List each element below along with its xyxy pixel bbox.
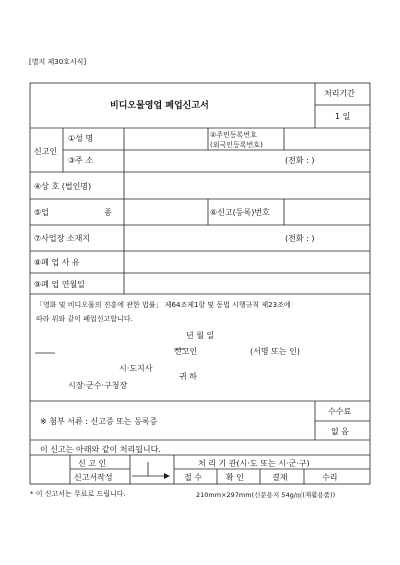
paper-spec: 210mm×297mm(신문용지 54g/㎡(재활용품))	[196, 491, 336, 499]
processing-period-value: 1 일	[335, 112, 351, 121]
business-location-field[interactable]	[125, 226, 275, 250]
closure-date-field[interactable]	[125, 274, 369, 293]
closure-reason-field[interactable]	[125, 252, 369, 272]
recipient-governor: 시·도지사	[119, 364, 153, 373]
sign-note: (서명 또는 인)	[250, 347, 300, 356]
process-form-label: 신고서작성	[74, 473, 113, 482]
closure-date-label: ⑨폐 업 연월일	[34, 280, 85, 289]
processing-period-label: 처리기간	[324, 89, 355, 98]
name-field[interactable]	[125, 129, 207, 149]
process-reporter-label: 신 고 인	[78, 459, 107, 468]
trade-name-field[interactable]	[125, 173, 369, 198]
process-note: 이 신고는 아래와 같이 처리됩니다.	[40, 445, 161, 454]
trade-name-label: ④상 호 (법인명)	[34, 182, 92, 191]
declaration-date: 년 월 일	[186, 331, 215, 340]
registration-number-field[interactable]	[285, 200, 369, 224]
address-field[interactable]	[125, 151, 275, 171]
fee-label: 수수료	[328, 407, 352, 416]
process-step-approve: 결재	[272, 473, 288, 482]
id-number-field[interactable]	[285, 129, 369, 149]
process-step-accept: 수리	[322, 473, 338, 482]
signer-label: 신고인	[174, 347, 198, 356]
business-type-label: ⑤업	[34, 208, 49, 217]
registration-number-label: ⑥신고(등록)번호	[210, 208, 270, 217]
declaration-line-2: 따라 위와 같이 폐업신고합니다.	[36, 315, 133, 323]
form-code: [별지 제30호서식]	[29, 58, 87, 66]
recipient-mayor: 시장·군수·구청장	[68, 381, 128, 390]
attachment-note: ※ 첨부 서류 : 신고증 또는 등록증	[40, 417, 158, 426]
name-label: ①성 명	[68, 134, 94, 143]
declaration-line-1: 「영화 및 비디오물의 진흥에 관한 법률」 제64조제1항 및 동법 시행규칙 제23조에	[36, 301, 291, 309]
business-type-label-char: 종	[104, 208, 112, 217]
fee-value: 없 음	[331, 427, 349, 436]
reporter-group-label: 신고인	[34, 147, 58, 156]
address-label: ③주 소	[68, 156, 94, 165]
business-type-field[interactable]	[125, 200, 207, 224]
address-phone: (전화 : )	[285, 156, 315, 165]
business-location-phone: (전화 : )	[285, 234, 315, 243]
form-title: 비디오물영업 폐업신고서	[110, 101, 209, 111]
foreign-id-label: (외국인등록번호)	[210, 141, 263, 149]
id-number-label: ②주민등록번호	[210, 131, 257, 139]
process-step-verify: 확 인	[226, 473, 244, 482]
footer-note: * 이 신고서는 무료로 드립니다.	[30, 490, 126, 498]
closure-reason-label: ⑧폐 업 사 유	[34, 258, 80, 267]
process-agency-label: 처 리 기 관(시·도 또는 시·군·구)	[198, 459, 310, 468]
process-step-receive: 접 수	[184, 473, 202, 482]
business-location-label: ⑦사업장 소재지	[34, 234, 91, 243]
recipient-honorific: 귀 하	[179, 372, 197, 381]
